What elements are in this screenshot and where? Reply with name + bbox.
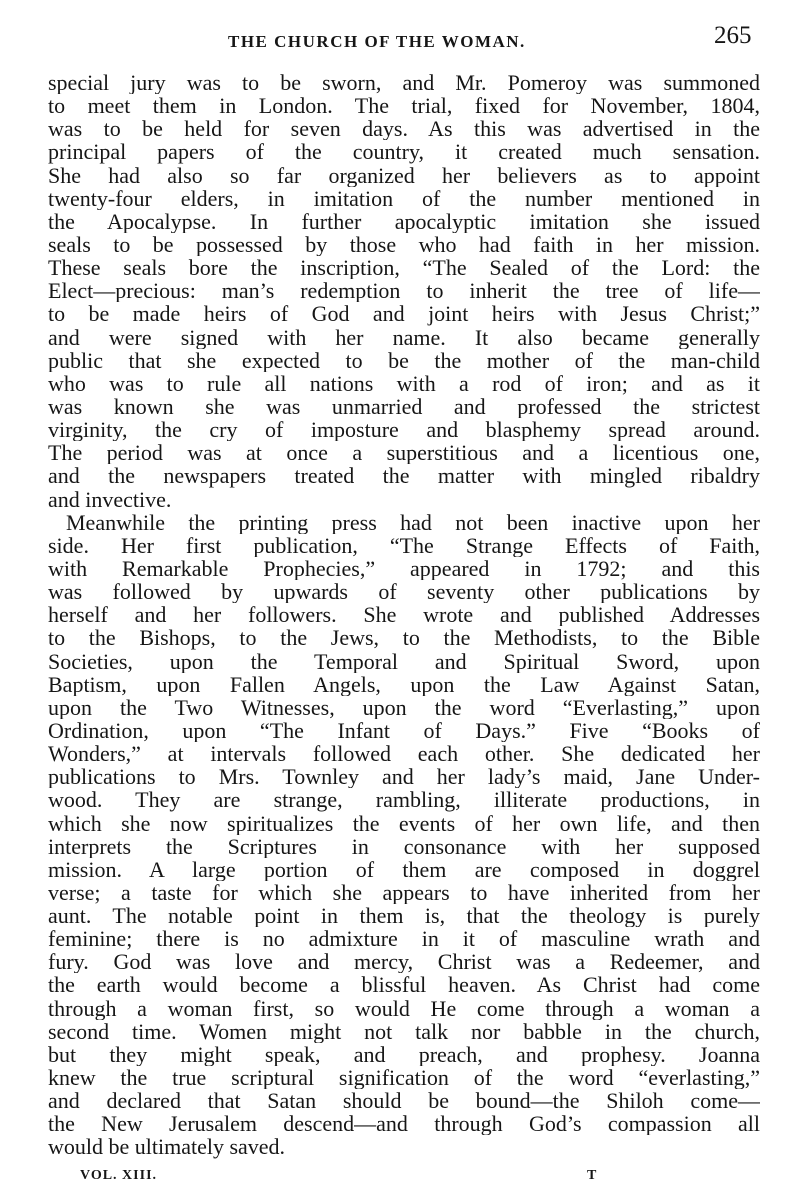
signature-mark: T <box>587 1168 598 1183</box>
text-line: which she now spiritualizes the events of her own life, and then <box>48 811 760 835</box>
text-line: would be ultimately saved. <box>48 1135 286 1159</box>
text-line: fury. God was love and mercy, Christ was a Redeemer, and <box>48 950 760 974</box>
paragraph-1 <box>48 71 760 511</box>
text-line: These seals bore the inscription, “The Sealed of the Lord: the <box>48 256 760 280</box>
text-line: mission. A large portion of them are composed in doggrel <box>48 857 760 881</box>
text-line: through a woman first, so would He come through a woman a <box>48 996 760 1020</box>
text-line: to be made heirs of God and joint heirs with Jesus Christ;” <box>48 302 760 326</box>
text-line: who was to rule all nations with a rod of iron; and as it <box>48 371 760 395</box>
text-line: verse; a taste for which she appears to have inherited from her <box>48 880 760 905</box>
running-head <box>0 22 799 52</box>
text-line: Societies, upon the Temporal and Spiritual Sword, upon <box>48 649 760 673</box>
text-line: knew the true scriptural signification of the word “everlasting,” <box>48 1066 760 1090</box>
text-line: Meanwhile the printing press had not been inactive upon her <box>66 510 760 534</box>
running-title: THE CHURCH OF THE WOMAN. <box>228 32 526 51</box>
text-line: was to be held for seven days. As this was advertised in the <box>48 117 760 141</box>
text-line: feminine; there is no admixture in it of masculine wrath and <box>48 927 760 951</box>
text-line: was followed by upwards of seventy other publications by <box>48 580 760 604</box>
page-number: 265 <box>714 22 752 49</box>
text-line: interprets the Scriptures in consonance with her supposed <box>48 834 760 858</box>
text-line: Ordination, upon “The Infant of Days.” Five “Books of <box>48 718 760 743</box>
text-line: Baptism, upon Fallen Angels, upon the Law Against Satan, <box>48 672 760 696</box>
text-line: virginity, the cry of imposture and blasphemy spread around. <box>48 418 760 442</box>
text-line: to the Bishops, to the Jews, to the Methodists, to the Bible <box>48 626 760 650</box>
text-line: the earth would become a blissful heaven. As Christ had come <box>48 973 760 997</box>
text-line: and were signed with her name. It also became generally <box>48 325 760 349</box>
text-line: She had also so far organized her believers as to appoint <box>48 163 760 187</box>
text-line: but they might speak, and preach, and prophesy. Joanna <box>48 1042 760 1067</box>
body-text <box>48 71 760 1159</box>
text-line: aunt. The notable point in them is, that the theology is purely <box>48 904 760 928</box>
paragraph-2 <box>48 511 760 1159</box>
text-line: and declared that Satan should be bound—the Shiloh come— <box>48 1089 760 1113</box>
text-line: to meet them in London. The trial, fixed for November, 1804, <box>48 94 760 118</box>
text-line: side. Her first publication, “The Strange Effects of Faith, <box>48 533 760 557</box>
text-line: publications to Mrs. Townley and her lady’s maid, Jane Under- <box>48 765 760 789</box>
text-line: The period was at once a superstitious and a licentious one, <box>48 441 760 465</box>
text-line: and invective. <box>48 487 172 511</box>
text-line: the Apocalypse. In further apocalyptic imitation she issued <box>48 209 760 233</box>
text-line: Elect—precious: man’s redemption to inherit the tree of life— <box>48 279 760 303</box>
text-line: Wonders,” at intervals followed each other. She dedicated her <box>48 742 760 766</box>
text-line: wood. They are strange, rambling, illiterate productions, in <box>48 788 760 812</box>
text-line: the New Jerusalem descend—and through God’s compassion all <box>48 1112 760 1136</box>
page-footer <box>0 1168 799 1188</box>
text-line: with Remarkable Prophecies,” appeared in 1792; and this <box>48 556 760 581</box>
text-line: was known she was unmarried and professed the strictest <box>48 394 760 419</box>
volume-mark: VOL. XIII. <box>80 1168 158 1183</box>
text-line: special jury was to be sworn, and Mr. Pomeroy was summoned <box>48 71 760 95</box>
text-line: second time. Women might not talk nor babble in the church, <box>48 1019 760 1043</box>
text-line: and the newspapers treated the matter with mingled ribaldry <box>48 464 760 488</box>
text-line: principal papers of the country, it created much sensation. <box>48 140 760 164</box>
text-line: twenty-four elders, in imitation of the number mentioned in <box>48 186 760 210</box>
text-line: herself and her followers. She wrote and published Addresses <box>48 603 760 627</box>
text-line: seals to be possessed by those who had faith in her mission. <box>48 232 760 257</box>
text-line: public that she expected to be the mother of the man-child <box>48 348 760 372</box>
text-line: upon the Two Witnesses, upon the word “Everlasting,” upon <box>48 695 760 719</box>
